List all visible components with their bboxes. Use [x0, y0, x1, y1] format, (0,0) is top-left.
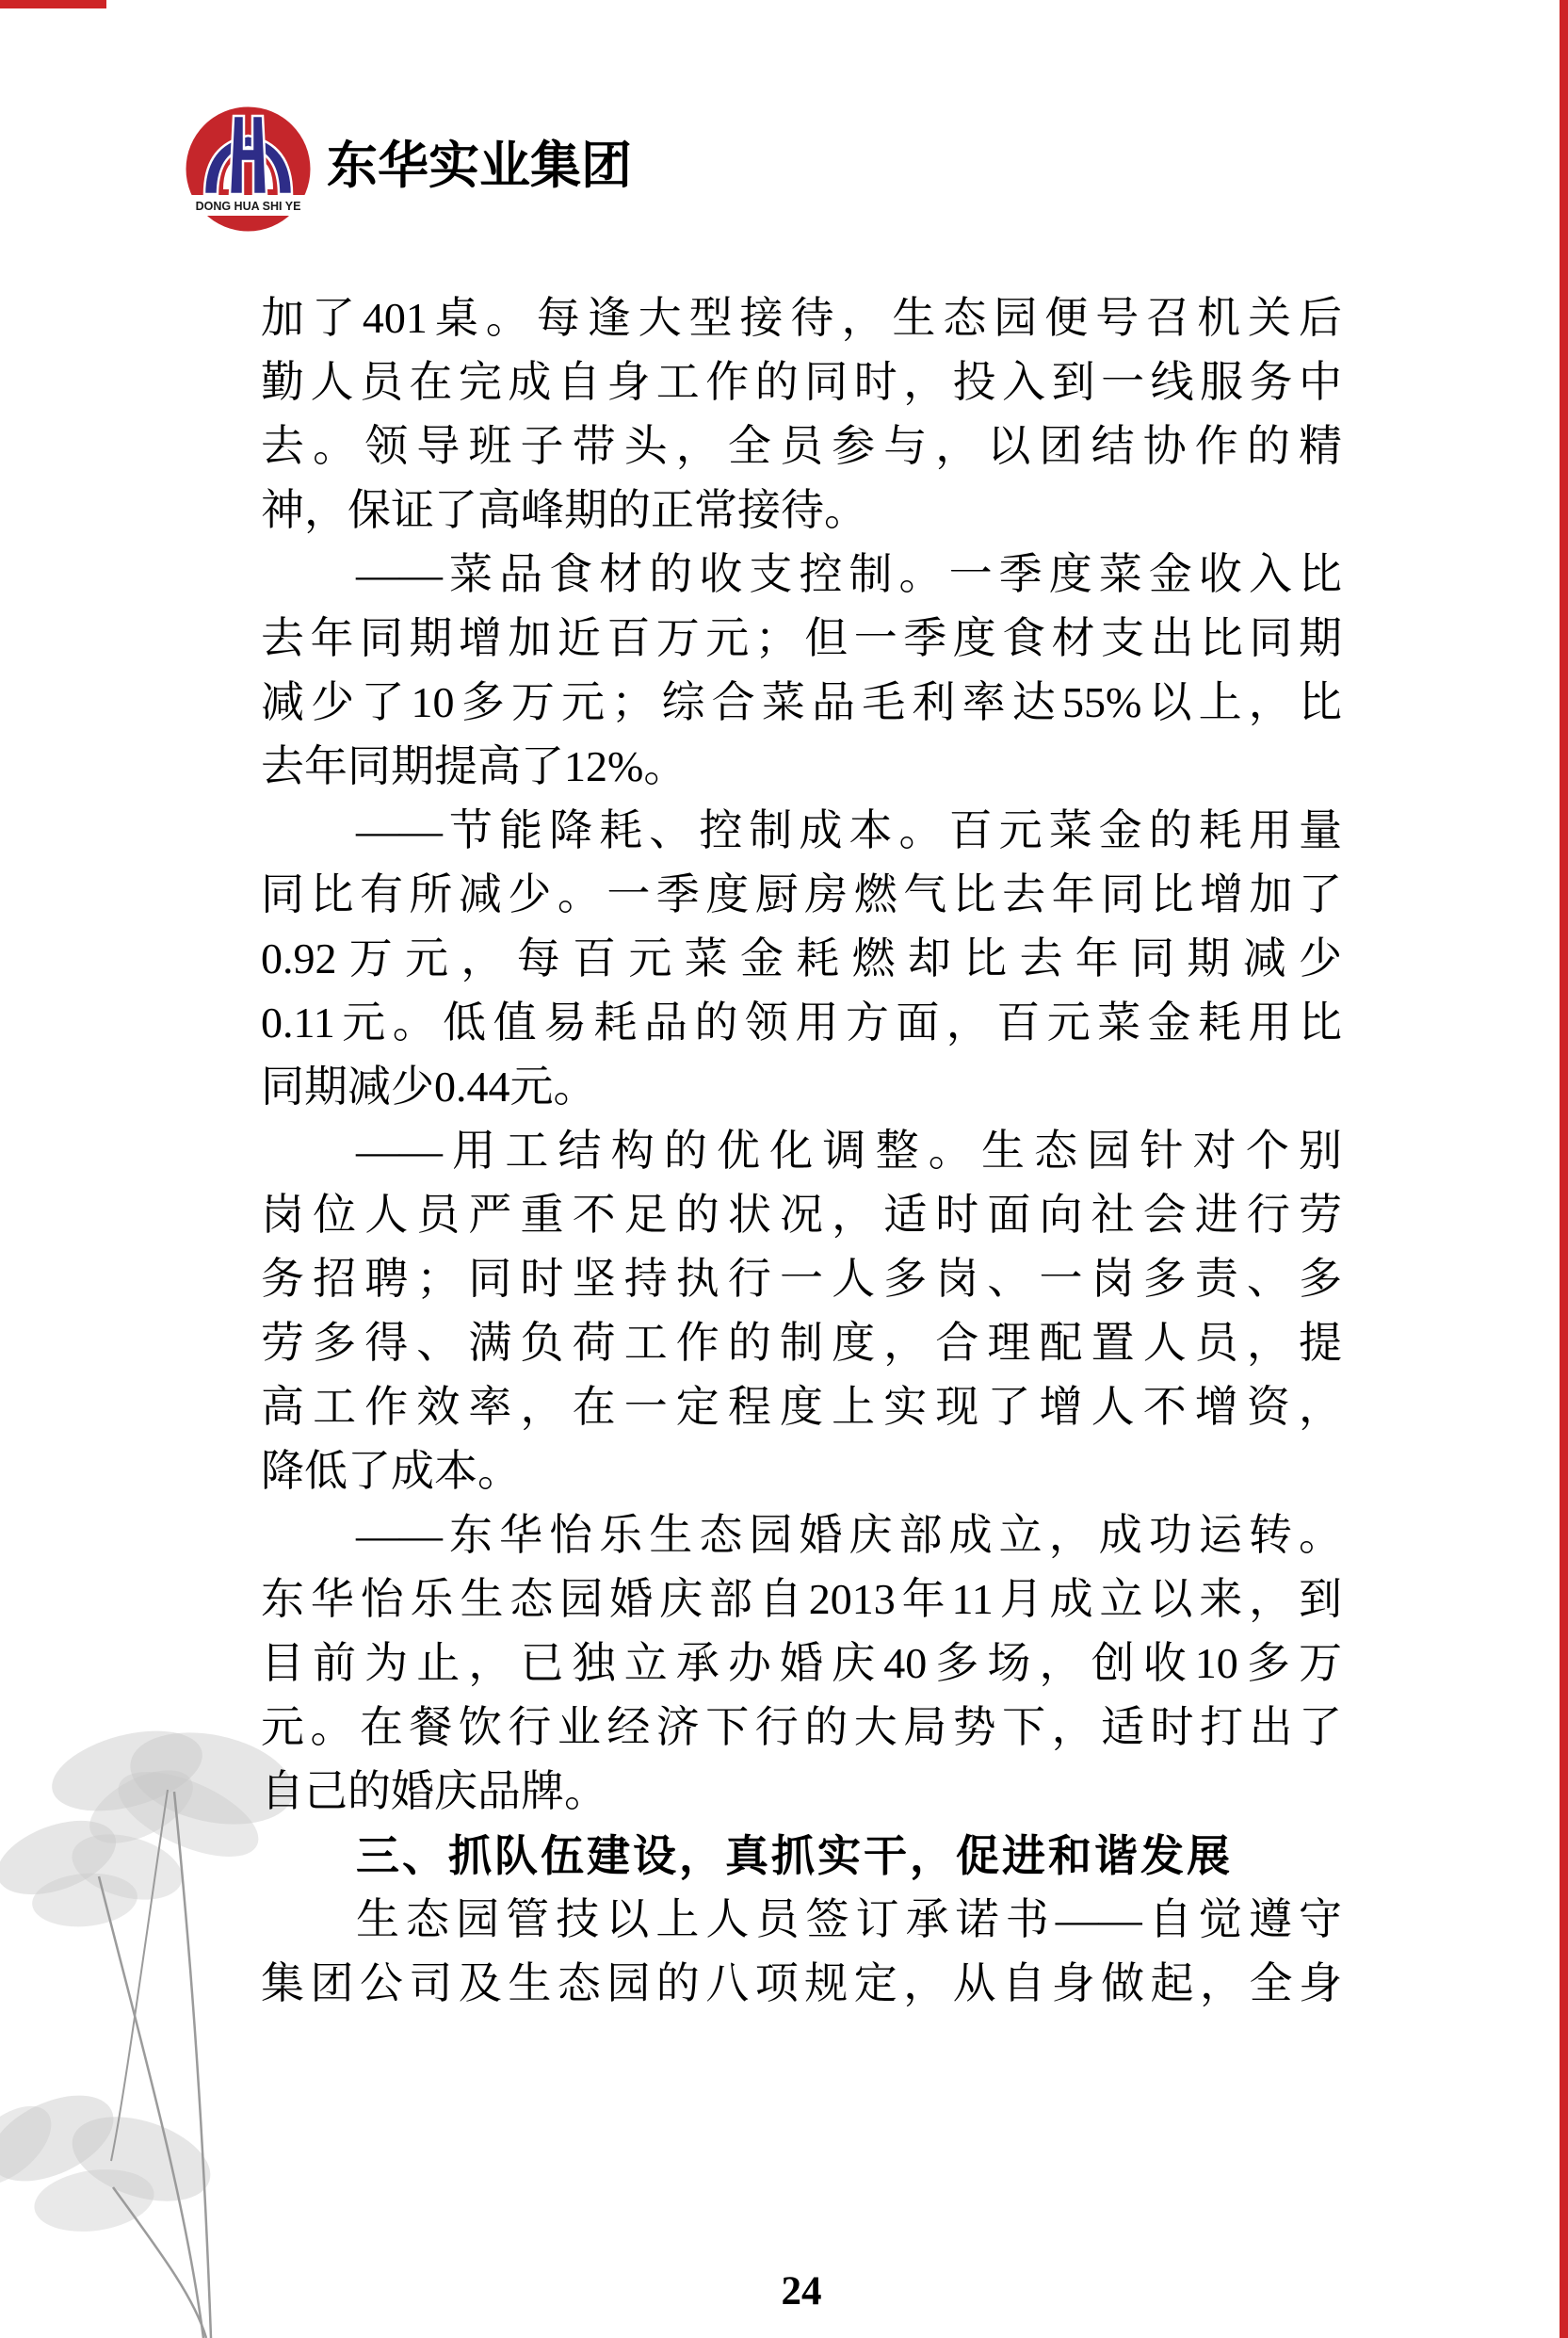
company-name: 东华实业集团: [327, 138, 632, 194]
text-line: 加了401桌。每逢大型接待，生态园便号召机关后: [261, 294, 1342, 342]
text-line: ——用工结构的优化调整。生态园针对个别: [356, 1127, 1342, 1175]
page-number: 24: [781, 2269, 822, 2314]
text-block: [261, 286, 1342, 2016]
text-line: 集团公司及生态园的八项规定，从自身做起，全身: [261, 1959, 1342, 2007]
text-line: ——东华怡乐生态园婚庆部成立，成功运转。: [356, 1511, 1342, 1559]
right-edge-red-bar: [1560, 0, 1568, 2338]
text-line: ——菜品食材的收支控制。一季度菜金收入比: [356, 550, 1342, 598]
section-heading: 三、抓队伍建设，真抓实干，促进和谐发展: [356, 1831, 1233, 1880]
text-line: 0.92万元，每百元菜金耗燃却比去年同期减少: [261, 934, 1342, 982]
text-line: 东华怡乐生态园婚庆部自2013年11月成立以来，到: [261, 1575, 1342, 1623]
text-line: 岗位人员严重不足的状况，适时面向社会进行劳: [261, 1191, 1342, 1239]
text-line: 减少了10多万元；综合菜品毛利率达55%以上，比: [261, 678, 1342, 726]
text-line: 务招聘；同时坚持执行一人多岗、一岗多责、多: [261, 1255, 1342, 1303]
text-line: 同比有所减少。一季度厨房燃气比去年同比增加了: [261, 870, 1342, 918]
text-line: 去。领导班子带头，全员参与，以团结协作的精: [261, 422, 1342, 470]
company-logo: [184, 105, 313, 234]
text-line: 去年同期增加近百万元；但一季度食材支出比同期: [261, 614, 1342, 662]
text-line: 高工作效率，在一定程度上实现了增人不增资，: [261, 1383, 1342, 1431]
text-line: 目前为止，已独立承办婚庆40多场，创收10多万: [261, 1639, 1342, 1687]
text-line: 去年同期提高了12%。: [261, 742, 687, 790]
text-line: 生态园管技以上人员签订承诺书——自觉遵守: [356, 1895, 1342, 1943]
logo-caption-text: DONG HUA SHI YE: [195, 200, 301, 213]
text-line: 0.11元。低值易耗品的领用方面，百元菜金耗用比: [261, 999, 1342, 1047]
top-edge-red-bar: [0, 0, 106, 8]
text-line: ——节能降耗、控制成本。百元菜金的耗用量: [356, 806, 1342, 854]
text-line: 神，保证了高峰期的正常接待。: [261, 486, 867, 534]
text-line: 勤人员在完成自身工作的同时，投入到一线服务中: [261, 358, 1342, 406]
text-line: 元。在餐饮行业经济下行的大局势下，适时打出了: [261, 1703, 1342, 1751]
text-line: 自己的婚庆品牌。: [261, 1767, 607, 1815]
text-line: 劳多得、满负荷工作的制度，合理配置人员，提: [261, 1319, 1342, 1367]
text-line: 降低了成本。: [261, 1447, 521, 1495]
flower-petals: [0, 1716, 302, 2239]
text-line: 同期减少0.44元。: [261, 1063, 597, 1111]
